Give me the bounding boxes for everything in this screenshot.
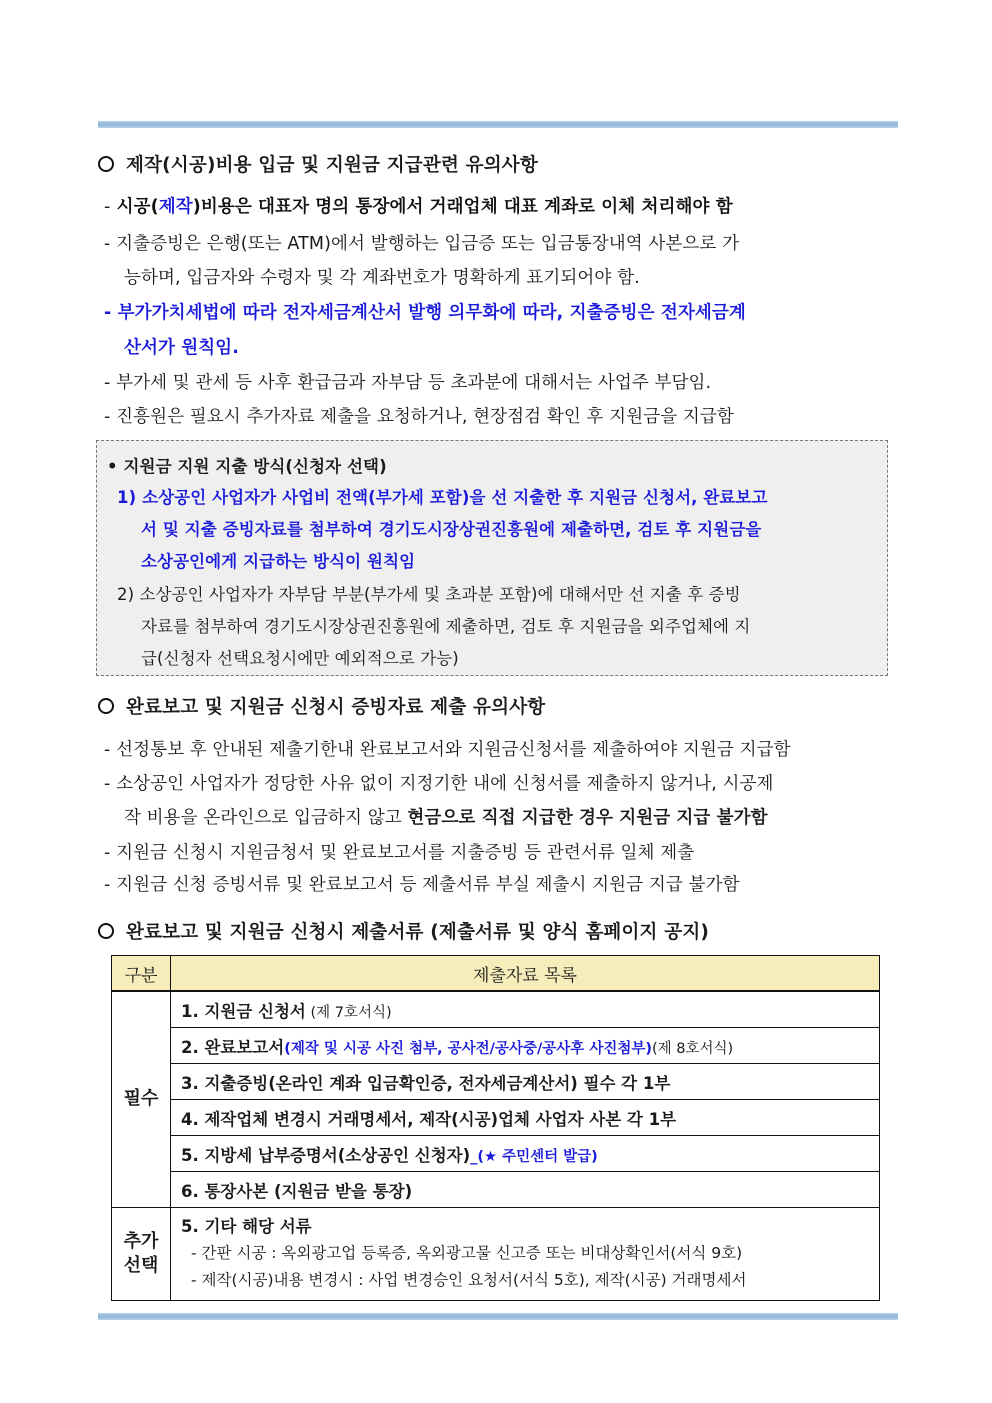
circle-bullet-icon — [98, 156, 114, 172]
s2-line-2: - 소상공인 사업자가 정당한 사유 없이 지정기한 내에 신청서를 제출하지 않거나, 시공제 — [104, 774, 774, 794]
box-title: • 지원금 지원 지출 방식(신청자 선택) — [107, 457, 387, 476]
s1-line-3: - 부가가치세법에 따라 전자세금계산서 발행 의무화에 따라, 지출증빙은 전자세금계 — [104, 303, 746, 323]
bottom-band — [98, 1313, 898, 1320]
header-list: 제출자료 목록 — [171, 956, 880, 992]
category-required: 필수 — [112, 991, 171, 1208]
category-optional: 추가 선택 — [112, 1208, 171, 1301]
optional-sub-2: - 제작(시공)내용 변경시 : 사업 변경승인 요청서(서식 5호), 제작(시공) 거래명세서 — [191, 1271, 747, 1290]
optional-sub-1: - 간판 시공 : 옥외광고업 등록증, 옥외광고물 신고증 또는 비대상확인서(서식 9호) — [191, 1244, 743, 1263]
section2-heading: 완료보고 및 지원금 신청시 증빙자료 제출 유의사항 — [98, 693, 545, 719]
optional-title: 5. 기타 해당 서류 — [181, 1216, 312, 1236]
circle-bullet-icon — [98, 698, 114, 714]
table-row — [112, 1028, 880, 1064]
documents-table — [111, 955, 880, 1301]
table-row — [112, 1064, 880, 1100]
header-category: 구분 — [112, 956, 171, 992]
item-6: 6. 통장사본 (지원금 받을 통장) — [171, 1172, 880, 1208]
table-row — [112, 1100, 880, 1136]
option2-line2: 자료를 첨부하여 경기도시장상권진흥원에 제출하면, 검토 후 지원금을 외주업체에 지 — [141, 617, 751, 636]
table-row — [112, 1208, 880, 1301]
payment-method-box — [96, 440, 888, 676]
circle-bullet-icon — [98, 923, 114, 939]
top-band — [98, 121, 898, 128]
item-1: 1. 지원금 신청서 (제 7호서식) — [171, 991, 880, 1028]
s2-line-4: - 지원금 신청 증빙서류 및 완료보고서 등 제출서류 부실 제출시 지원금 지급 불가함 — [104, 875, 740, 895]
option1-line3: 소상공인에게 지급하는 방식이 원칙임 — [141, 552, 416, 571]
table-row — [112, 1172, 880, 1208]
item-4: 4. 제작업체 변경시 거래명세서, 제작(시공)업체 사업자 사본 각 1부 — [171, 1100, 880, 1136]
item-3: 3. 지출증빙(온라인 계좌 입금확인증, 전자세금계산서) 필수 각 1부 — [171, 1064, 880, 1100]
s1-line-3-cont: 산서가 원칙임. — [124, 338, 239, 358]
option2-line3: 급(신청자 선택요청시에만 예외적으로 가능) — [141, 649, 459, 668]
s1-line-2: - 지출증빙은 은행(또는 ATM)에서 발행하는 입금증 또는 입금통장내역 사본으로 가 — [104, 234, 740, 254]
optional-items — [171, 1208, 880, 1301]
table-row — [112, 1136, 880, 1172]
s1-line-1: - 시공(제작)비용은 대표자 명의 통장에서 거래업체 대표 계좌로 이체 처리해야 함 — [104, 197, 733, 217]
s1-line-5: - 진흥원은 필요시 추가자료 제출을 요청하거나, 현장점검 확인 후 지원금을 지급함 — [104, 407, 734, 427]
option1-line2: 서 및 지출 증빙자료를 첨부하여 경기도시장상권진흥원에 제출하면, 검토 후 지원금을 — [141, 520, 762, 539]
s1-line-2-cont: 능하며, 입금자와 수령자 및 각 계좌번호가 명확하게 표기되어야 함. — [124, 268, 640, 288]
s2-line-2-cont: 작 비용을 온라인으로 입금하지 않고 현금으로 직접 지급한 경우 지원금 지급 불가함 — [124, 808, 768, 828]
option2-line1: 2) 소상공인 사업자가 자부담 부분(부가세 및 초과분 포함)에 대해서만 선 지출 후 증빙 — [117, 585, 741, 604]
section1-heading: 제작(시공)비용 입금 및 지원금 지급관련 유의사항 — [98, 151, 538, 177]
table-row — [112, 991, 880, 1028]
item-5: 5. 지방세 납부증명서(소상공인 신청자)_(★ 주민센터 발급) — [171, 1136, 880, 1172]
s2-line-1: - 선정통보 후 안내된 제출기한내 완료보고서와 지원금신청서를 제출하여야 지원금 지급함 — [104, 740, 791, 760]
s1-line-4: - 부가세 및 관세 등 사후 환급금과 자부담 등 초과분에 대해서는 사업주 부담임. — [104, 373, 712, 393]
table-header-row — [112, 956, 880, 992]
option1-line1: 1) 소상공인 사업자가 사업비 전액(부가세 포함)을 선 지출한 후 지원금 신청서, 완료보고 — [117, 488, 768, 507]
item-2: 2. 완료보고서(제작 및 시공 사진 첨부, 공사전/공사중/공사후 사진첨부)(제 8호서식) — [171, 1028, 880, 1064]
s2-line-3: - 지원금 신청시 지원금청서 및 완료보고서를 지출증빙 등 관련서류 일체 제출 — [104, 843, 695, 863]
section3-heading: 완료보고 및 지원금 신청시 제출서류 (제출서류 및 양식 홈페이지 공지) — [98, 918, 709, 944]
